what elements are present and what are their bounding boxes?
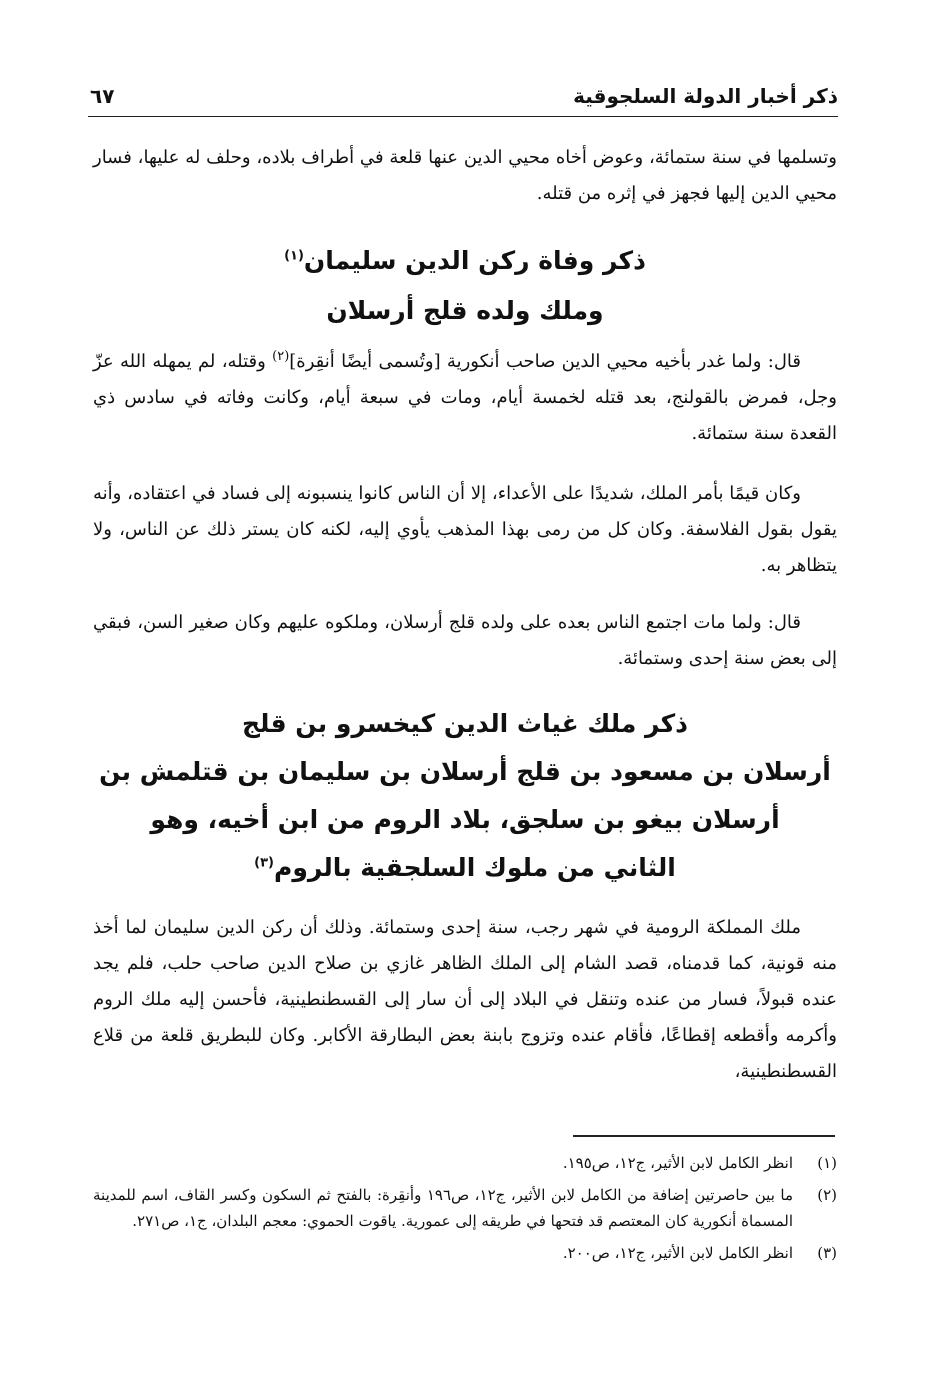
heading-2-line-1: ذكر ملك غياث الدين كيخسرو بن قلج bbox=[242, 709, 688, 738]
section-heading-2 bbox=[93, 700, 837, 892]
footnote-ref-3[interactable]: (٣) bbox=[254, 855, 274, 871]
running-header bbox=[88, 82, 838, 117]
footnote-3 bbox=[93, 1240, 837, 1266]
footnote-number: (٢) bbox=[817, 1186, 837, 1204]
footnote-text: انظر الكامل لابن الأثير، ج١٢، ص١٩٥. bbox=[562, 1154, 793, 1172]
footnote-1 bbox=[93, 1150, 837, 1176]
footnote-number: (١) bbox=[817, 1154, 837, 1172]
paragraph-5: ملك المملكة الرومية في شهر رجب، سنة إحدى وستمائة. وذلك أن ركن الدين سليمان لما أخذ منه قونية، كما قدمناه، قصد الشام إلى الملك الظاهر غازي بن صلاح الدين صاحب حلب، فلم يجد عنده قبولاً، فسار من عنده وتنقل في البلاد إلى أن سار إلى القسطنطينية، فأحسن إليه ملك الروم وأكرمه وأقطعه إقطاعًا، فأقام عنده وتزوج بابنة بعض البطارقة الأكابر. وكان للبطريق قلعة من قلاع القسطنطينية، bbox=[93, 917, 837, 1082]
footnote-text: ما بين حاصرتين إضافة من الكامل لابن الأثير، ج١٢، ص١٩٦ وأنقِرة: بالفتح ثم السكون وكسر القاف، اسم للمدينة المسماة أنكورية كان المعتصم قد فتحها في طريقه إلى عمورية. ياقوت الحموي: معجم البلدان، ج١، ص٢٧١. bbox=[93, 1186, 793, 1230]
footnotes bbox=[93, 1150, 837, 1272]
footnote-ref-1[interactable]: (١) bbox=[284, 248, 304, 264]
footnote-2 bbox=[93, 1182, 837, 1234]
paragraph-1: وتسلمها في سنة ستمائة، وعوض أخاه محيي الدين عنها قلعة في أطراف بلاده، وحلف له عليها، فسار محيي الدين إليها فجهز في إثره من قتله. bbox=[93, 147, 837, 204]
heading-2-line-2: أرسلان بن مسعود بن قلج أرسلان بن سليمان بن قتلمش بن bbox=[99, 757, 831, 786]
paragraph-3: وكان قيمًا بأمر الملك، شديدًا على الأعداء، إلا أن الناس كانوا ينسبونه إلى فساد في اعتقاده، وأنه يقول بقول الفلاسفة. وكان كل من رمى بهذا المذهب يأوي إليه، لكنه كان يستر ذلك عن الناس، ولا يتظاهر به. bbox=[93, 483, 837, 576]
footnote-number: (٣) bbox=[817, 1244, 837, 1262]
page-number: ٦٧ bbox=[90, 84, 115, 108]
running-title: ذكر أخبار الدولة السلجوقية bbox=[573, 84, 838, 108]
footnote-ref-2[interactable]: (٢) bbox=[272, 349, 290, 364]
paragraph-2: قال: ولما غدر بأخيه محيي الدين صاحب أنكورية [وتُسمى أيضًا أنقِرة]$^{(٢)}$ وقتله، لم يمهله الله عزّ وجل، فمرض بالقولنج، بعد قتله لخمسة أيام، ومات في سبعة أيام، وكانت وفاته في سادس ذي القعدة سنة ستمائة. bbox=[93, 349, 837, 444]
footnote-text: انظر الكامل لابن الأثير، ج١٢، ص٢٠٠. bbox=[562, 1244, 793, 1262]
heading-2-line-3: أرسلان بيغو بن سلجق، بلاد الروم من ابن أخيه، وهو bbox=[150, 805, 780, 834]
footnote-separator bbox=[573, 1135, 835, 1137]
heading-1-line-2: وملك ولده قلج أرسلان bbox=[326, 296, 604, 325]
paragraph-4: قال: ولما مات اجتمع الناس بعده على ولده قلج أرسلان، وملكوه عليهم وكان صغير السن، فبقي إلى بعض سنة إحدى وستمائة. bbox=[93, 612, 837, 669]
section-heading-1 bbox=[93, 236, 837, 336]
heading-2-line-4: الثاني من ملوك السلجقية بالروم$^{(٣)}$ bbox=[254, 853, 676, 882]
heading-1-line-1: ذكر وفاة ركن الدين سليمان$^{(١)}$ bbox=[284, 246, 646, 275]
